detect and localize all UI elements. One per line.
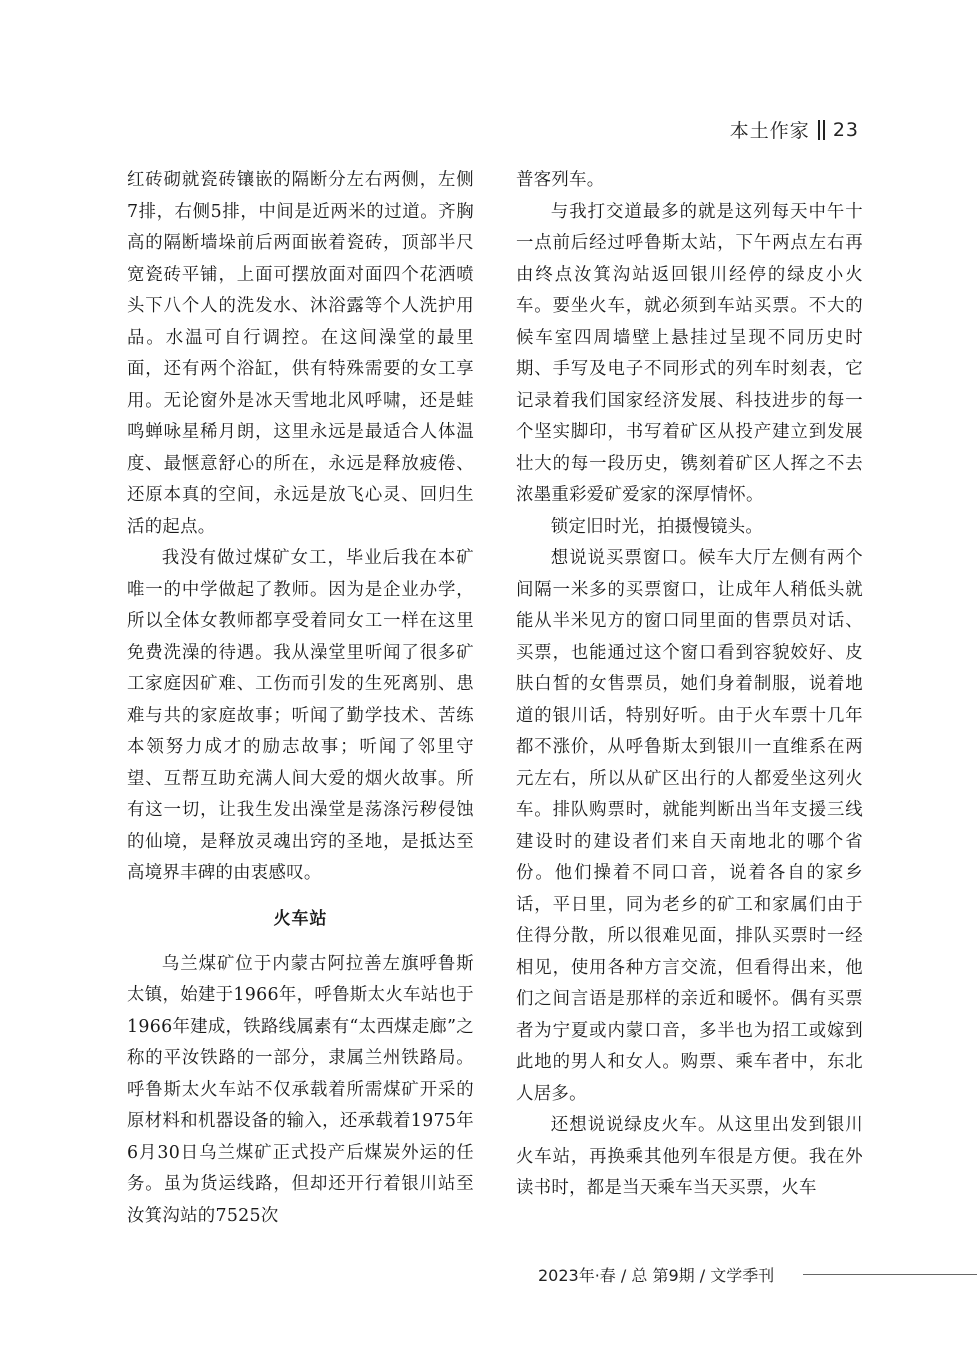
paragraph: 想说说买票窗口。候车大厅左侧有两个间隔一米多的买票窗口，让成年人稍低头就能从半米见方的窗口同里面的售票员对话、买票，也能通过这个窗口看到容貌姣好、皮肤白皙的女售票员，她们身着制服，说着地道的银川话，特别好听。由于火车票十几年都不涨价，从呼鲁斯太到银川一直维系在两元左右，所以从矿区出行的人都爱坐这列火车。排队购票时，就能判断出当年支援三线建设时的建设者们来自天南地北的哪个省份。他们操着不同口音，说着各自的家乡话，平日里，同为老乡的矿工和家属们由于住得分散，所以很难见面，排队买票时一经相见，使用各种方言交流，但看得出来，他们之间言语是那样的亲近和暖怀。偶有买票者为宁夏或内蒙口音，多半也为招工或嫁到此地的男人和女人。购票、乘车者中，东北人居多。 xyxy=(516,548,863,1104)
section-heading: 火车站 xyxy=(273,908,328,929)
paragraph: 普客列车。 xyxy=(516,170,605,190)
paragraph: 乌兰煤矿位于内蒙古阿拉善左旗呼鲁斯太镇，始建于1966年，呼鲁斯太火车站也于1966年建成，铁路线属素有“太西煤走廊”之称的平汝铁路的一部分，隶属兰州铁路局。呼鲁斯太火车站不仅承载着所需煤矿开采的原材料和机器设备的输入，还承载着1975年6月30日乌兰煤矿正式投产后煤炭外运的任务。虽为货运线路，但却还开行着银川站至汝箕沟站的7525次 xyxy=(127,953,474,1226)
running-header xyxy=(730,116,859,143)
paragraph: 还想说说绿皮火车。从这里出发到银川火车站，再换乘其他列车很是方便。我在外读书时，都是当天乘车当天买票，火车 xyxy=(516,1115,863,1198)
paragraph: 红砖砌就瓷砖镶嵌的隔断分左右两侧，左侧7排，右侧5排，中间是近两米的过道。齐胸高的隔断墙垛前后两面嵌着瓷砖，顶部半尺宽瓷砖平铺，上面可摆放面对面四个花洒喷头下八个人的洗发水、沐浴露等个人洗护用品。水温可自行调控。在这间澡堂的最里面，还有两个浴缸，供有特殊需要的女工享用。无论窗外是冰天雪地北风呼啸，还是蛙鸣蝉咏星稀月朗，这里永远是最适合人体温度、最惬意舒心的所在，永远是释放疲倦、还原本真的空间，永远是放飞心灵、回归生活的起点。 xyxy=(127,170,474,537)
section-title: 本土作家 xyxy=(729,120,810,142)
footer-rule xyxy=(803,1274,977,1275)
running-footer xyxy=(538,1263,774,1286)
paragraph: 锁定旧时光，拍摄慢镜头。 xyxy=(550,516,764,537)
right-column xyxy=(516,165,863,1205)
issue-info: 2023年·春 / 总 第9期 / 文学季刊 xyxy=(538,1266,775,1285)
page-number: 23 xyxy=(832,118,859,141)
left-column xyxy=(127,165,474,1232)
header-separator xyxy=(818,120,825,140)
paragraph: 与我打交道最多的就是这列每天中午十一点前后经过呼鲁斯太站，下午两点左右再由终点汝箕沟站返回银川经停的绿皮小火车。要坐火车，就必须到车站买票。不大的候车室四周墙壁上悬挂过呈现不同历史时期、手写及电子不同形式的列车时刻表，它记录着我们国家经济发展、科技进步的每一个坚实脚印，书写着矿区从投产建立到发展壮大的每一段历史，镌刻着矿区人挥之不去浓墨重彩爱矿爱家的深厚情怀。 xyxy=(516,201,863,505)
paragraph: 我没有做过煤矿女工，毕业后我在本矿唯一的中学做起了教师。因为是企业办学，所以全体女教师都享受着同女工一样在这里免费洗澡的待遇。我从澡堂里听闻了很多矿工家庭因矿难、工伤而引发的生死离别、患难与共的家庭故事；听闻了勤学技术、苦练本领努力成才的励志故事；听闻了邻里守望、互帮互助充满人间大爱的烟火故事。所有这一切，让我生发出澡堂是荡涤污秽侵蚀的仙境，是释放灵魂出窍的圣地，是抵达至高境界丰碑的由衷感叹。 xyxy=(127,548,474,883)
